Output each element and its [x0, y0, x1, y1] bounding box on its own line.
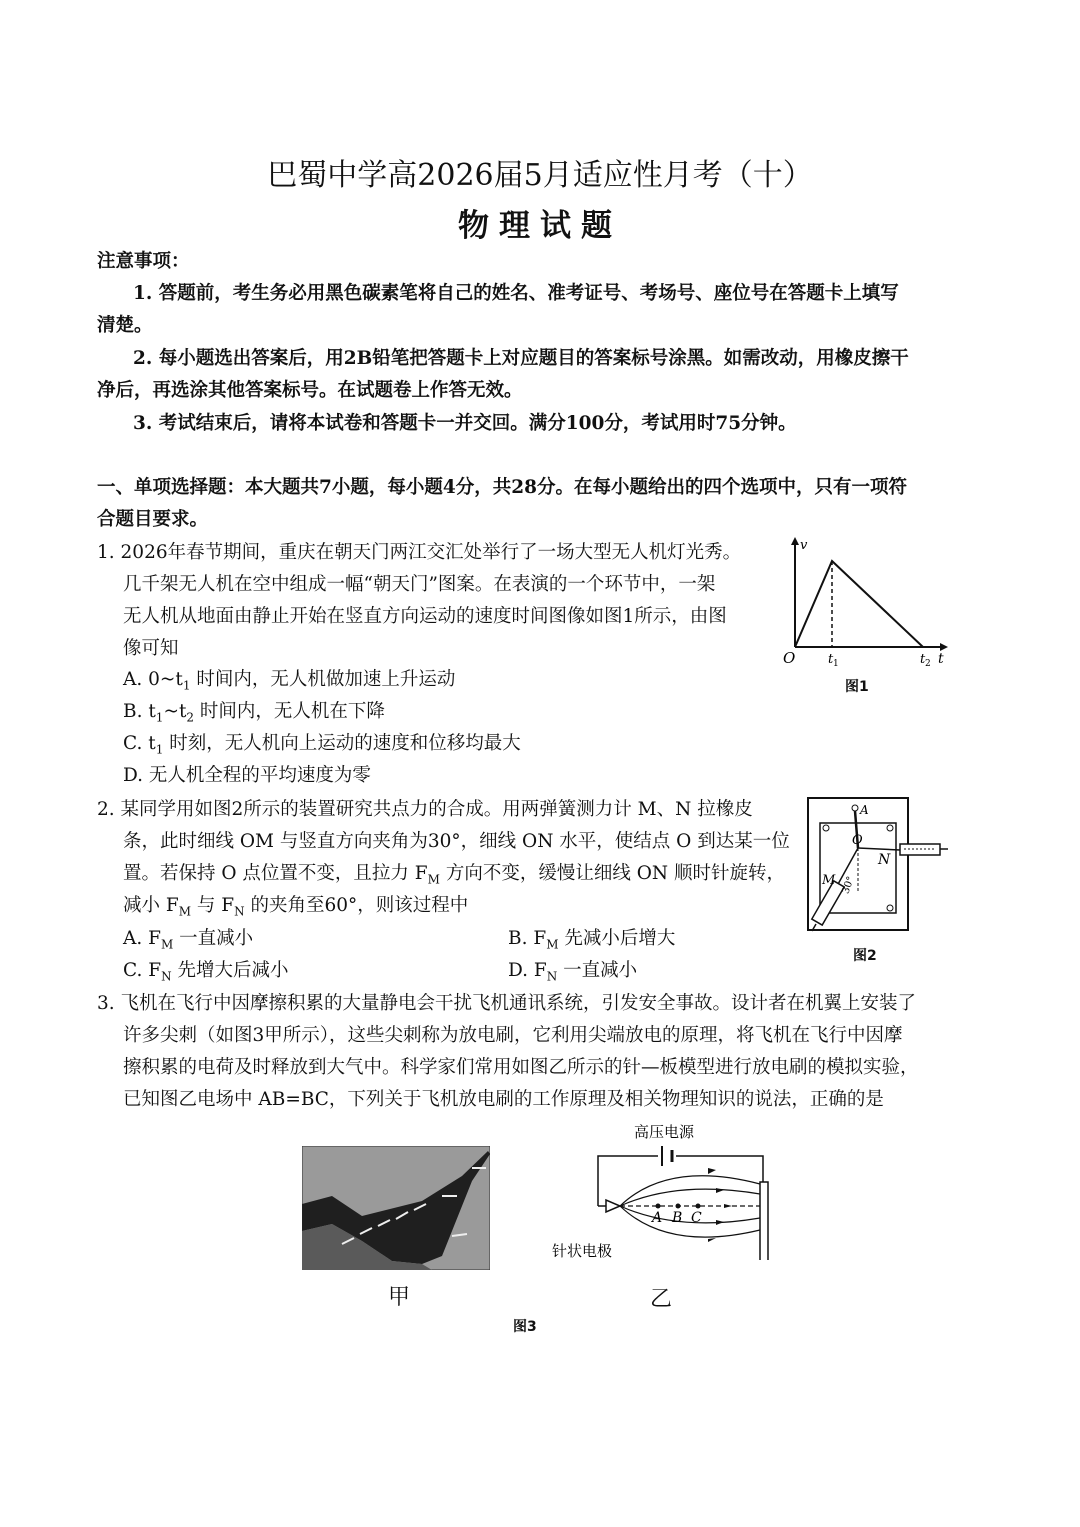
q1-line-1: 1. 2026年春节期间，重庆在朝天门两江交汇处举行了一场大型无人机灯光秀。	[97, 542, 742, 563]
q2-line-3: 置。若保持 O 点位置不变，且拉力 $F_M$ 方向不变，缓慢让细线 ON 顺时针旋转，	[123, 863, 785, 887]
arrow-2	[716, 1188, 724, 1193]
q2-line-4: 减小 $F_M$ 与 $F_N$ 的夹角至60°，则该过程中	[123, 895, 469, 919]
label-m: M	[822, 873, 836, 888]
angle-label: 30°	[840, 875, 857, 896]
field-line-3	[620, 1206, 760, 1223]
figure-1-caption: 图1	[845, 679, 869, 695]
figure-2-caption: 图2	[853, 948, 877, 964]
point-c-label: C	[691, 1210, 702, 1226]
q1-line-4: 像可知	[123, 638, 179, 659]
t2-sub: 2	[925, 659, 931, 669]
wire-right	[676, 1156, 763, 1182]
t-axis-arrow	[940, 643, 948, 651]
t1-label: t	[828, 652, 834, 667]
t1-sub: 1	[833, 659, 839, 669]
origin-label: O	[783, 649, 796, 667]
note-line-5: 3. 考试结束后，请将本试卷和答题卡一并交回。满分100分，考试用时75分钟。	[133, 413, 797, 434]
q2-line-2: 条，此时细线 OM 与竖直方向夹角为30°，细线 ON 水平，使结点 O 到达某一位	[123, 831, 790, 852]
q2-option-a[interactable]: A. $F_M$ 一直减小	[123, 928, 254, 952]
velocity-line	[795, 561, 923, 647]
field-line-2	[620, 1189, 760, 1206]
point-a-label: A	[652, 1210, 663, 1226]
q1-option-c[interactable]: C. $t_1$ 时刻，无人机向上运动的速度和位移均最大	[123, 733, 521, 757]
q1-line-3: 无人机从地面由静止开始在竖直方向运动的速度时间图像如图1所示，由图	[123, 606, 727, 627]
v-axis-arrow	[791, 537, 799, 545]
section-heading-line-2: 合题目要求。	[97, 509, 209, 530]
q2-line-1: 2. 某同学用如图2所示的装置研究共点力的合成。用两弹簧测力计 M、N 拉橡皮	[97, 799, 753, 820]
electrode-label: 针状电极	[552, 1242, 613, 1260]
point-b-dot	[676, 1204, 681, 1209]
exam-title: 巴蜀中学高2026届5月适应性月考（十）	[267, 158, 813, 193]
point-c-dot	[696, 1204, 701, 1209]
needle-electrode	[606, 1200, 620, 1212]
power-label: 高压电源	[634, 1123, 695, 1141]
pin-4	[887, 905, 893, 911]
subject-title: 物理试题	[458, 208, 622, 244]
v-label: v	[800, 538, 808, 553]
plate-electrode	[760, 1182, 768, 1260]
figure-2-force-apparatus	[800, 796, 950, 936]
label-o: O	[852, 833, 863, 848]
q3-line-1: 3. 飞机在飞行中因摩擦积累的大量静电会干扰飞机通讯系统，引发安全事故。设计者在机翼上安装了	[97, 993, 917, 1014]
q1-option-a[interactable]: A. $0\sim t_1$ 时间内，无人机做加速上升运动	[123, 669, 456, 693]
label-n: N	[878, 852, 891, 868]
q1-option-d[interactable]: D. 无人机全程的平均速度为零	[123, 765, 371, 786]
q3-line-3: 擦积累的电荷及时释放到大气中。科学家们常用如图乙所示的针—板模型进行放电刷的模拟实验，	[123, 1057, 919, 1078]
note-line-2: 清楚。	[97, 315, 153, 336]
q3-line-4: 已知图乙电场中 AB=BC，下列关于飞机放电刷的工作原理及相关物理知识的说法，正确的是	[123, 1089, 884, 1110]
q2-option-d[interactable]: D. $F_N$ 一直减小	[508, 960, 638, 984]
q2-option-b[interactable]: B. $F_M$ 先减小后增大	[508, 928, 676, 952]
string-on	[858, 848, 900, 850]
figure-3a-label: 甲	[388, 1285, 411, 1310]
figure-1-vt-graph	[780, 535, 950, 695]
pin-1	[823, 825, 829, 831]
q1-line-2: 几千架无人机在空中组成一幅“朝天门”图案。在表演的一个环节中，一架	[123, 574, 716, 595]
t-label: t	[938, 651, 944, 667]
arrow-3	[724, 1204, 732, 1208]
q3-line-2: 许多尖刺（如图3甲所示），这些尖刺称为放电刷，它利用尖端放电的原理，将飞机在飞行中因摩	[123, 1025, 903, 1046]
notes-heading: 注意事项：	[97, 251, 190, 272]
point-b-label: B	[672, 1210, 683, 1226]
q2-option-c[interactable]: C. $F_N$ 先增大后减小	[123, 960, 289, 984]
point-a-pin	[852, 805, 858, 811]
note-line-3: 2. 每小题选出答案后，用2B铅笔把答题卡上对应题目的答案标号涂黑。如需改动，用橡皮擦干	[133, 348, 909, 369]
section-heading-line-1: 一、单项选择题：本大题共7小题，每小题4分，共28分。在每小题给出的四个选项中，只有一项符	[97, 477, 907, 498]
figure-3b-label: 乙	[650, 1287, 673, 1312]
figure-3a-wing-photo	[302, 1146, 490, 1270]
arrow-5	[708, 1238, 716, 1242]
q1-option-b[interactable]: B. $t_1\sim t_2$ 时间内，无人机在下降	[123, 701, 385, 725]
point-a-dot	[656, 1204, 661, 1209]
t2-label: t	[920, 652, 926, 667]
label-a: A	[860, 803, 869, 817]
pin-2	[887, 825, 893, 831]
note-line-4: 净后，再选涂其他答案标号。在试题卷上作答无效。	[97, 380, 523, 401]
note-line-1: 1. 答题前，考生务必用黑色碳素笔将自己的姓名、准考证号、考场号、座位号在答题卡上填写	[133, 283, 899, 304]
figure-3b-needle-plate-model	[548, 1118, 778, 1260]
arrow-1	[708, 1168, 716, 1174]
figure-3-caption: 图3	[513, 1319, 537, 1335]
